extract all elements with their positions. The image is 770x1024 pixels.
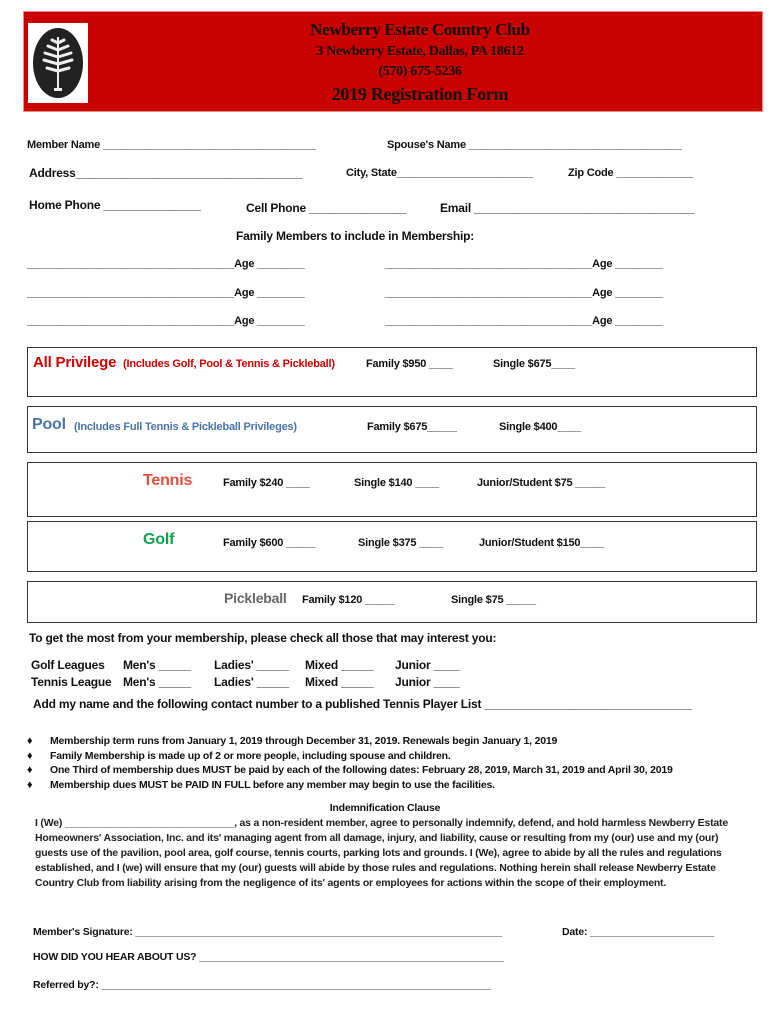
pickleball-single-option[interactable]: Single $75 _____ bbox=[451, 594, 536, 606]
date-field[interactable]: Date: ______________________ bbox=[562, 926, 715, 938]
family-member-field[interactable]: ___________________________________Age ________ bbox=[385, 287, 663, 299]
note-item: Membership term runs from January 1, 2019 through December 31, 2019. Renewals begin January 1, 2019 bbox=[50, 735, 558, 747]
family-member-field[interactable]: ___________________________________Age ________ bbox=[27, 258, 305, 270]
all-family-option[interactable]: Family $950 ____ bbox=[366, 358, 453, 370]
golf-junior-option[interactable]: Junior ____ bbox=[395, 658, 460, 672]
tennis-mens-option[interactable]: Men's _____ bbox=[123, 675, 192, 689]
club-address: 3 Newberry Estate, Dallas, PA 18612 bbox=[316, 44, 524, 59]
plan-tennis bbox=[27, 462, 757, 517]
golf-junior-option[interactable]: Junior/Student $150____ bbox=[479, 537, 605, 549]
plan-desc: (Includes Golf, Pool & Tennis & Pickleball) bbox=[123, 358, 335, 370]
tennis-family-option[interactable]: Family $240 ____ bbox=[223, 477, 310, 489]
family-members-heading: Family Members to include in Membership: bbox=[236, 229, 475, 243]
family-member-field[interactable]: ___________________________________Age ________ bbox=[27, 315, 305, 327]
member-name-field[interactable]: Member Name ____________________________________ bbox=[27, 139, 316, 151]
golf-ladies-option[interactable]: Ladies' _____ bbox=[214, 658, 289, 672]
home-phone-field[interactable]: Home Phone _______________ bbox=[29, 198, 201, 212]
family-member-field[interactable]: ___________________________________Age ________ bbox=[385, 315, 663, 327]
golf-mixed-option[interactable]: Mixed _____ bbox=[305, 658, 374, 672]
golf-family-option[interactable]: Family $600 _____ bbox=[223, 537, 316, 549]
tree-logo-icon bbox=[32, 27, 84, 99]
tennis-junior-option[interactable]: Junior ____ bbox=[395, 675, 460, 689]
bullet-icon: ♦ bbox=[27, 764, 33, 776]
club-phone: (570) 675-5236 bbox=[378, 64, 462, 79]
family-member-field[interactable]: ___________________________________Age ________ bbox=[385, 258, 663, 270]
tennis-mixed-option[interactable]: Mixed _____ bbox=[305, 675, 374, 689]
plan-name: Golf bbox=[143, 531, 175, 548]
tennis-ladies-option[interactable]: Ladies' _____ bbox=[214, 675, 289, 689]
spouse-name-field[interactable]: Spouse's Name ____________________________________ bbox=[387, 139, 682, 151]
golf-single-option[interactable]: Single $375 ____ bbox=[358, 537, 443, 549]
pool-family-option[interactable]: Family $675_____ bbox=[367, 421, 457, 433]
golf-leagues-label: Golf Leagues bbox=[31, 658, 105, 672]
bullet-icon: ♦ bbox=[27, 750, 33, 762]
bullet-icon: ♦ bbox=[27, 779, 33, 791]
golf-mens-option[interactable]: Men's _____ bbox=[123, 658, 192, 672]
address-field[interactable]: Address___________________________________ bbox=[29, 166, 303, 180]
club-name: Newberry Estate Country Club bbox=[310, 20, 530, 39]
clause-title: Indemnification Clause bbox=[329, 802, 441, 814]
city-state-field[interactable]: City, State_______________________ bbox=[346, 167, 533, 179]
player-list-field[interactable]: Add my name and the following contact number to a published Tennis Player List ________________________________ bbox=[33, 697, 692, 711]
bullet-icon: ♦ bbox=[27, 735, 33, 747]
plan-all-privilege bbox=[27, 347, 757, 397]
pickleball-family-option[interactable]: Family $120 _____ bbox=[302, 594, 395, 606]
plan-desc: (Includes Full Tennis & Pickleball Privileges) bbox=[74, 421, 297, 433]
note-item: Membership dues MUST be PAID IN FULL before any member may begin to use the facilities. bbox=[50, 779, 495, 791]
pool-single-option[interactable]: Single $400____ bbox=[499, 421, 582, 433]
interests-heading: To get the most from your membership, please check all those that may interest you: bbox=[29, 631, 497, 645]
plan-name: Tennis bbox=[143, 472, 193, 489]
plan-name: Pickleball bbox=[224, 590, 287, 606]
form-title: 2019 Registration Form bbox=[331, 84, 509, 104]
heard-about-field[interactable]: HOW DID YOU HEAR ABOUT US? ______________________________________________________ bbox=[33, 951, 504, 963]
referred-by-field[interactable]: Referred by?: _____________________________________________________________________ bbox=[33, 979, 491, 991]
club-logo bbox=[28, 23, 88, 103]
note-item: Family Membership is made up of 2 or more people, including spouse and children. bbox=[50, 750, 451, 762]
tennis-league-label: Tennis League bbox=[31, 675, 112, 689]
zip-code-field[interactable]: Zip Code _____________ bbox=[568, 167, 694, 179]
tennis-junior-option[interactable]: Junior/Student $75 _____ bbox=[477, 477, 605, 489]
email-field[interactable]: Email __________________________________ bbox=[440, 201, 695, 215]
signature-field[interactable]: Member's Signature: _________________________________________________________________ bbox=[33, 926, 502, 938]
all-single-option[interactable]: Single $675____ bbox=[493, 358, 576, 370]
note-item: One Third of membership dues MUST be paid by each of the following dates: February 28, 2019, March 31, 2019 and April 30, 2019 bbox=[50, 764, 673, 776]
plan-name: Pool bbox=[32, 416, 66, 433]
family-member-field[interactable]: ___________________________________Age ________ bbox=[27, 287, 305, 299]
tennis-single-option[interactable]: Single $140 ____ bbox=[354, 477, 439, 489]
cell-phone-field[interactable]: Cell Phone _______________ bbox=[246, 201, 407, 215]
clause-text: I (We) ______________________________, as a non-resident member, agree to personally indemnify, defend, and hold harmless Newberry Estate Homeowners' Association, Inc. and its' managing agent from all damage, injury, and liability, cause or resulting from my (our) use and my (our) guests use of the pavilion, pool area, golf course, tennis courts, parking lots and grounds. I (We), agree to abide by all the rules and regulations established, and I (we) will ensure that my (our) guests will abide by those rules and regulations. Nothing herein shall release Newberry Estate Country Club from liability arising from the negligence of its' agents or employees for actions within the scope of their employment. bbox=[35, 817, 728, 889]
plan-name: All Privilege bbox=[33, 354, 117, 371]
